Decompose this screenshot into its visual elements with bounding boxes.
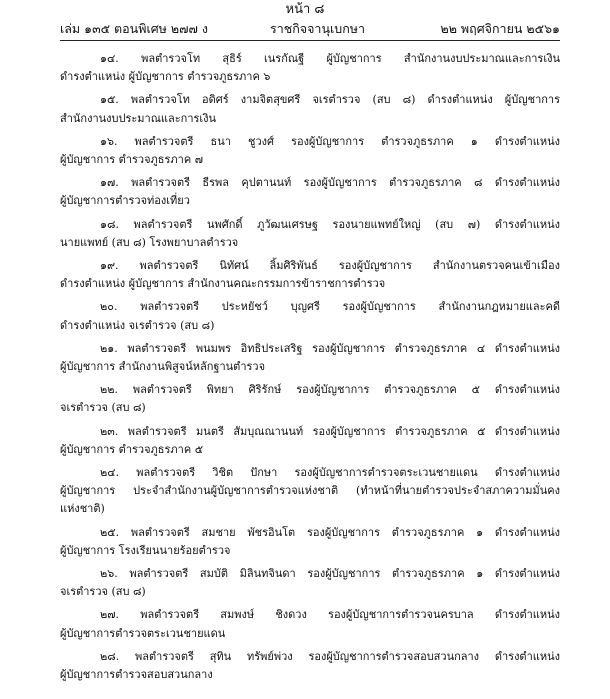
entry-continuation-line: ผู้บัญชาการ ตำรวจภูธรภาค ๕ (60, 442, 204, 456)
entry-first-line: ๒๒. พลตำรวจตรี พิทยา ศิริรักษ์ รองผู้บัญชาการ ตำรวจภูธรภาค ๕ ดำรงตำแหน่ง (100, 383, 560, 397)
appointment-entry (60, 648, 560, 684)
entry-continuation-line: ผู้บัญชาการ สำนักงานพิสูจน์หลักฐานตำรวจ (60, 360, 266, 374)
entry-first-line: ๑๔. พลตำรวจโท สุธิร์ เนรกัณฐี ผู้บัญชาการ สำนักงานงบประมาณและการเงิน (100, 52, 560, 65)
entry-continuation-line: ดำรงตำแหน่ง ผู้บัญชาการ ตำรวจภูธรภาค ๖ (60, 70, 271, 84)
appointment-entry (60, 565, 560, 601)
appointment-entry (60, 606, 560, 642)
appointment-entry (60, 50, 560, 86)
page-number: หน้า ๘ (285, 2, 325, 17)
appointment-entry (60, 381, 560, 417)
header-divider (60, 40, 560, 41)
appointment-entry (60, 340, 560, 376)
volume-info: เล่ม ๑๓๕ ตอนพิเศษ ๒๗๗ ง (60, 21, 209, 36)
appointment-entry (60, 216, 560, 252)
appointment-entry (60, 133, 560, 169)
entry-first-line: ๒๘. พลตำรวจตรี สุทิน ทรัพย์พ่วง รองผู้บัญชาการตำรวจสอบสวนกลาง ดำรงตำแหน่ง (100, 649, 560, 663)
appointment-entry (60, 257, 560, 293)
appointment-entry (60, 464, 560, 519)
entry-first-line: ๒๖. พลตำรวจตรี สมบัติ มิลินทจินดา รองผู้บัญชาการ ตำรวจภูธรภาค ๑ ดำรงตำแหน่ง (100, 567, 560, 581)
issue-date: ๒๒ พฤศจิกายน ๒๕๖๑ (440, 21, 560, 36)
entry-first-line: ๑๙. พลตำรวจตรี นิทัศน์ ลิ้มศิริพันธ์ รองผู้บัญชาการ สำนักงานตรวจคนเข้าเมือง (100, 259, 560, 273)
entry-first-line: ๑๗. พลตำรวจตรี ธีรพล คุปตานนท์ รองผู้บัญชาการ ตำรวจภูธรภาค ๘ ดำรงตำแหน่ง (100, 176, 560, 190)
appointment-entry (60, 524, 560, 560)
appointment-entry (60, 91, 560, 127)
entry-continuation-line: จเรตำรวจ (สบ ๘) (60, 585, 146, 599)
entry-continuation-line: ผู้บัญชาการ โรงเรียนนายร้อยตำรวจ (60, 543, 231, 557)
entry-continuation-line: จเรตำรวจ (สบ ๘) (60, 401, 146, 415)
entry-first-line: ๑๖. พลตำรวจตรี ธนา ชูวงศ์ รองผู้บัญชาการ ตำรวจภูธรภาค ๑ ดำรงตำแหน่ง (100, 134, 560, 148)
entry-continuation-line: ผู้บัญชาการตำรวจสอบสวนกลาง (60, 668, 213, 682)
entry-first-line: ๒๔. พลตำรวจตรี วิชิต ปักษา รองผู้บัญชาการตำรวจตระเวนชายแดน ดำรงตำแหน่ง (100, 466, 560, 480)
entry-first-line: ๑๕. พลตำรวจโท อดิศร์ งามจิตสุขศรี จเรตำรวจ (สบ ๘) ดำรงตำแหน่ง ผู้บัญชาการ (100, 93, 560, 107)
entry-continuation-line: นายแพทย์ (สบ ๘) โรงพยาบาลตำรวจ (60, 235, 239, 249)
appointment-entry (60, 174, 560, 210)
appointment-list (60, 50, 560, 689)
entry-continuation-line: ดำรงตำแหน่ง จเรตำรวจ (สบ ๘) (60, 318, 215, 332)
entry-first-line: ๑๘. พลตำรวจตรี นพศักดิ์ ภูวัฒนเศรษฐ รองนายแพทย์ใหญ่ (สบ ๗) ดำรงตำแหน่ง (100, 217, 560, 231)
entry-continuation-line: ดำรงตำแหน่ง ผู้บัญชาการ สำนักงานคณะกรรมการข้าราชการตำรวจ (60, 277, 386, 291)
entry-continuation-line: สำนักงานงบประมาณและการเงิน (60, 111, 217, 125)
entry-continuation-line: ผู้บัญชาการตำรวจท่องเที่ยว (60, 194, 190, 208)
entry-first-line: ๒๑. พลตำรวจตรี พนมพร อิทธิประเสริฐ รองผู้บัญชาการ ตำรวจภูธรภาค ๔ ดำรงตำแหน่ง (100, 341, 560, 355)
appointment-entry (60, 298, 560, 334)
entry-first-line: ๒๗. พลตำรวจตรี สมพงษ์ ชิงดวง รองผู้บัญชาการตำรวจนครบาล ดำรงตำแหน่ง (100, 608, 560, 622)
entry-first-line: ๒๐. พลตำรวจตรี ประหยัชว์ บุญศรี รองผู้บัญชาการ สำนักงานกฎหมายและคดี (100, 300, 560, 314)
gazette-title: ราชกิจจานุเบกษา (270, 21, 366, 36)
entry-continuation-line: ผู้บัญชาการตำรวจตระเวนชายแดน (60, 626, 226, 640)
entry-continuation-line: ผู้บัญชาการ ตำรวจภูธรภาค ๗ (60, 153, 203, 167)
appointment-entry (60, 423, 560, 459)
entry-continuation-line: ผู้บัญชาการ ประจำสำนักงานผู้บัญชาการตำรวจแห่งชาติ (ทำหน้าที่นายตำรวจประจำสภาความมั่นคง (60, 484, 560, 498)
entry-continuation-line: แห่งชาติ) (60, 502, 105, 516)
page-header (60, 20, 560, 38)
entry-first-line: ๒๕. พลตำรวจตรี สมชาย พัชรอินโต รองผู้บัญชาการ ตำรวจภูธรภาค ๑ ดำรงตำแหน่ง (100, 525, 560, 539)
entry-first-line: ๒๓. พลตำรวจตรี มนตรี สัมบุณณานนท์ รองผู้บัญชาการ ตำรวจภูธรภาค ๕ ดำรงตำแหน่ง (100, 424, 560, 438)
